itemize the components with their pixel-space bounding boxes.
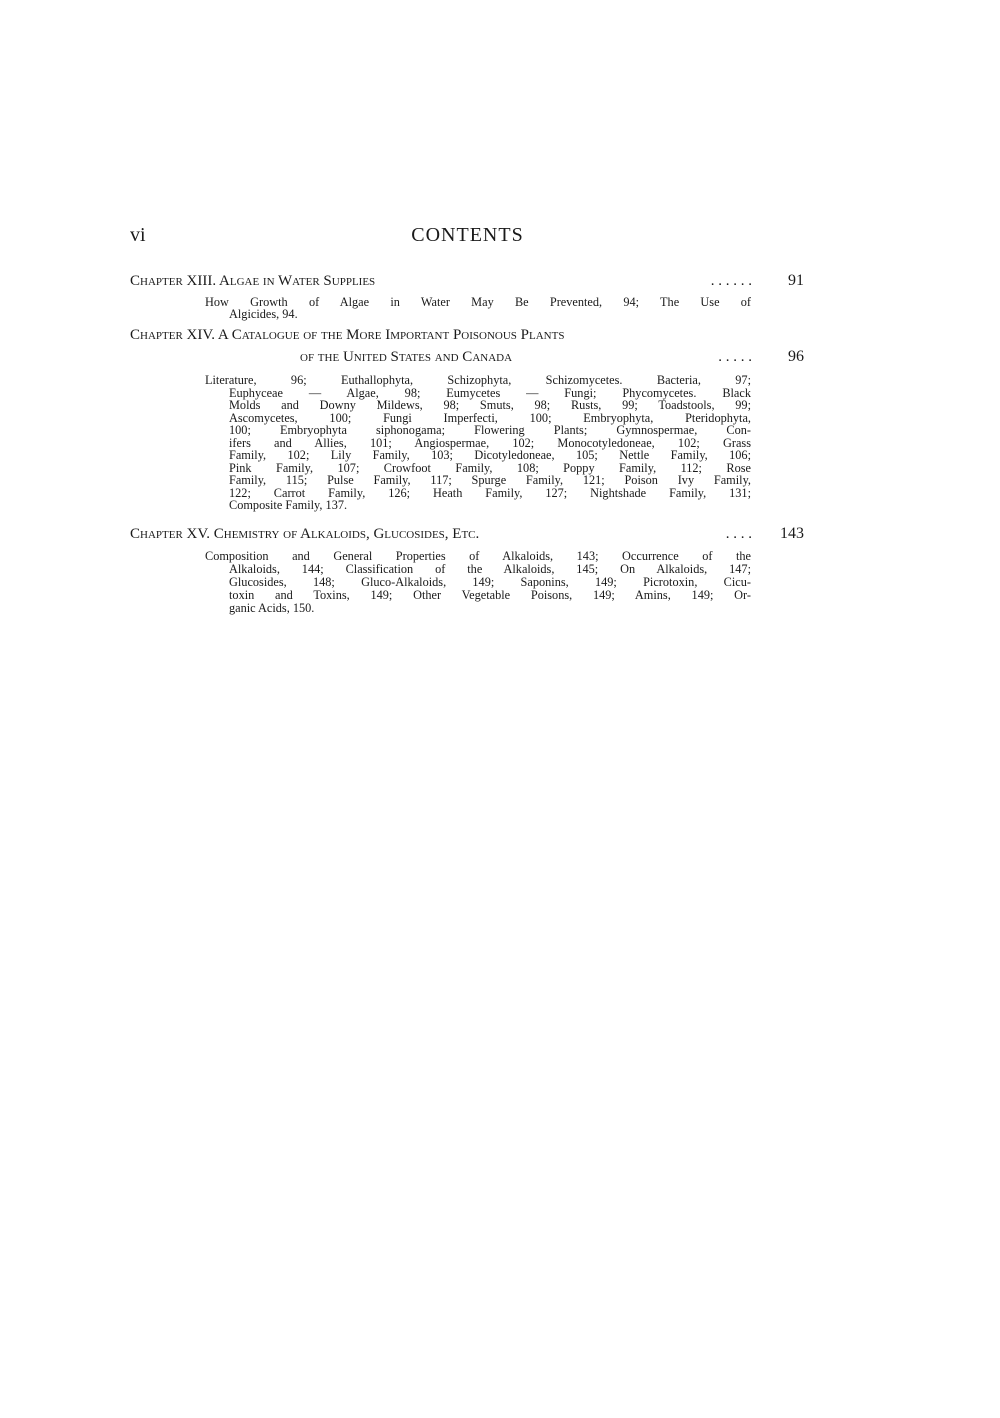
chapter-13-page: 91 [788, 272, 804, 289]
chapter-15-desc-line: Composition and General Properties of Alkaloids, 143; Occurrence of the [205, 549, 751, 563]
chapter-15-desc-line: ganic Acids, 150. [229, 601, 315, 615]
leader-dots: . . . . . . [710, 273, 752, 289]
chapter-15-desc-line: Alkaloids, 144; Classification of the Alkaloids, 145; On Alkaloids, 147; [229, 562, 751, 576]
chapter-14-desc-line: Pink Family, 107; Crowfoot Family, 108; Poppy Family, 112; Rose [229, 460, 751, 475]
chapter-14-page: 96 [788, 348, 804, 365]
chapter-14-desc-line: Euphyceae — Algae, 98; Eumycetes — Fungi; Phycomycetes. Black [229, 385, 751, 400]
chapter-title: Chapter XIV. A Catalogue of the More Important Poisonous Plants [130, 327, 565, 343]
chapter-title: Chapter XV. Chemistry of Alkaloids, Glucosides, Etc. [130, 526, 480, 542]
chapter-14-heading-cont [300, 349, 752, 366]
page-folio: vi [130, 224, 146, 246]
chapter-14-desc-line: Ascomycetes, 100; Fungi Imperfecti, 100; Embryophyta, Pteridophyta, [229, 410, 751, 425]
chapter-15-desc-line: Glucosides, 148; Gluco-Alkaloids, 149; Saponins, 149; Picrotoxin, Cicu- [229, 575, 751, 589]
leader-dots: . . . . [725, 526, 752, 542]
chapter-13-desc-line: Algicides, 94. [229, 307, 298, 321]
chapter-14-desc-line: Molds and Downy Mildews, 98; Smuts, 98; Rusts, 99; Toadstools, 99; [229, 398, 751, 412]
chapter-14-desc-line: Literature, 96; Euthallophyta, Schizophyta, Schizomycetes. Bacteria, 97; [205, 373, 751, 387]
chapter-title: Chapter XIII. Algae in Water Supplies [130, 273, 376, 289]
chapter-14-desc-line: Composite Family, 137. [229, 498, 348, 512]
chapter-14-desc-line: Family, 102; Lily Family, 103; Dicotyledoneae, 105; Nettle Family, 106; [229, 448, 751, 462]
chapter-15-heading [130, 526, 752, 543]
chapter-13-desc-line: How Growth of Algae in Water May Be Prevented, 94; The Use of [205, 295, 751, 309]
chapter-15-page: 143 [780, 525, 804, 542]
chapter-14-desc-line: 100; Embryophyta siphonogama; Flowering Plants; Gymnospermae, Con- [229, 423, 751, 437]
chapter-14-desc-line: ifers and Allies, 101; Angiospermae, 102; Monocotyledoneae, 102; Grass [229, 435, 751, 450]
chapter-14-heading [130, 327, 752, 344]
chapter-14-desc-line: 122; Carrot Family, 126; Heath Family, 127; Nightshade Family, 131; [229, 485, 751, 500]
leader-dots: . . . . . [718, 349, 752, 365]
chapter-15-desc-line: toxin and Toxins, 149; Other Vegetable Poisons, 149; Amins, 149; Or- [229, 588, 751, 602]
chapter-title-cont: of the United States and Canada [300, 349, 513, 365]
chapter-14-desc-line: Family, 115; Pulse Family, 117; Spurge Family, 121; Poison Ivy Family, [229, 473, 751, 487]
chapter-13-heading [130, 273, 752, 290]
page-title: CONTENTS [411, 224, 524, 246]
